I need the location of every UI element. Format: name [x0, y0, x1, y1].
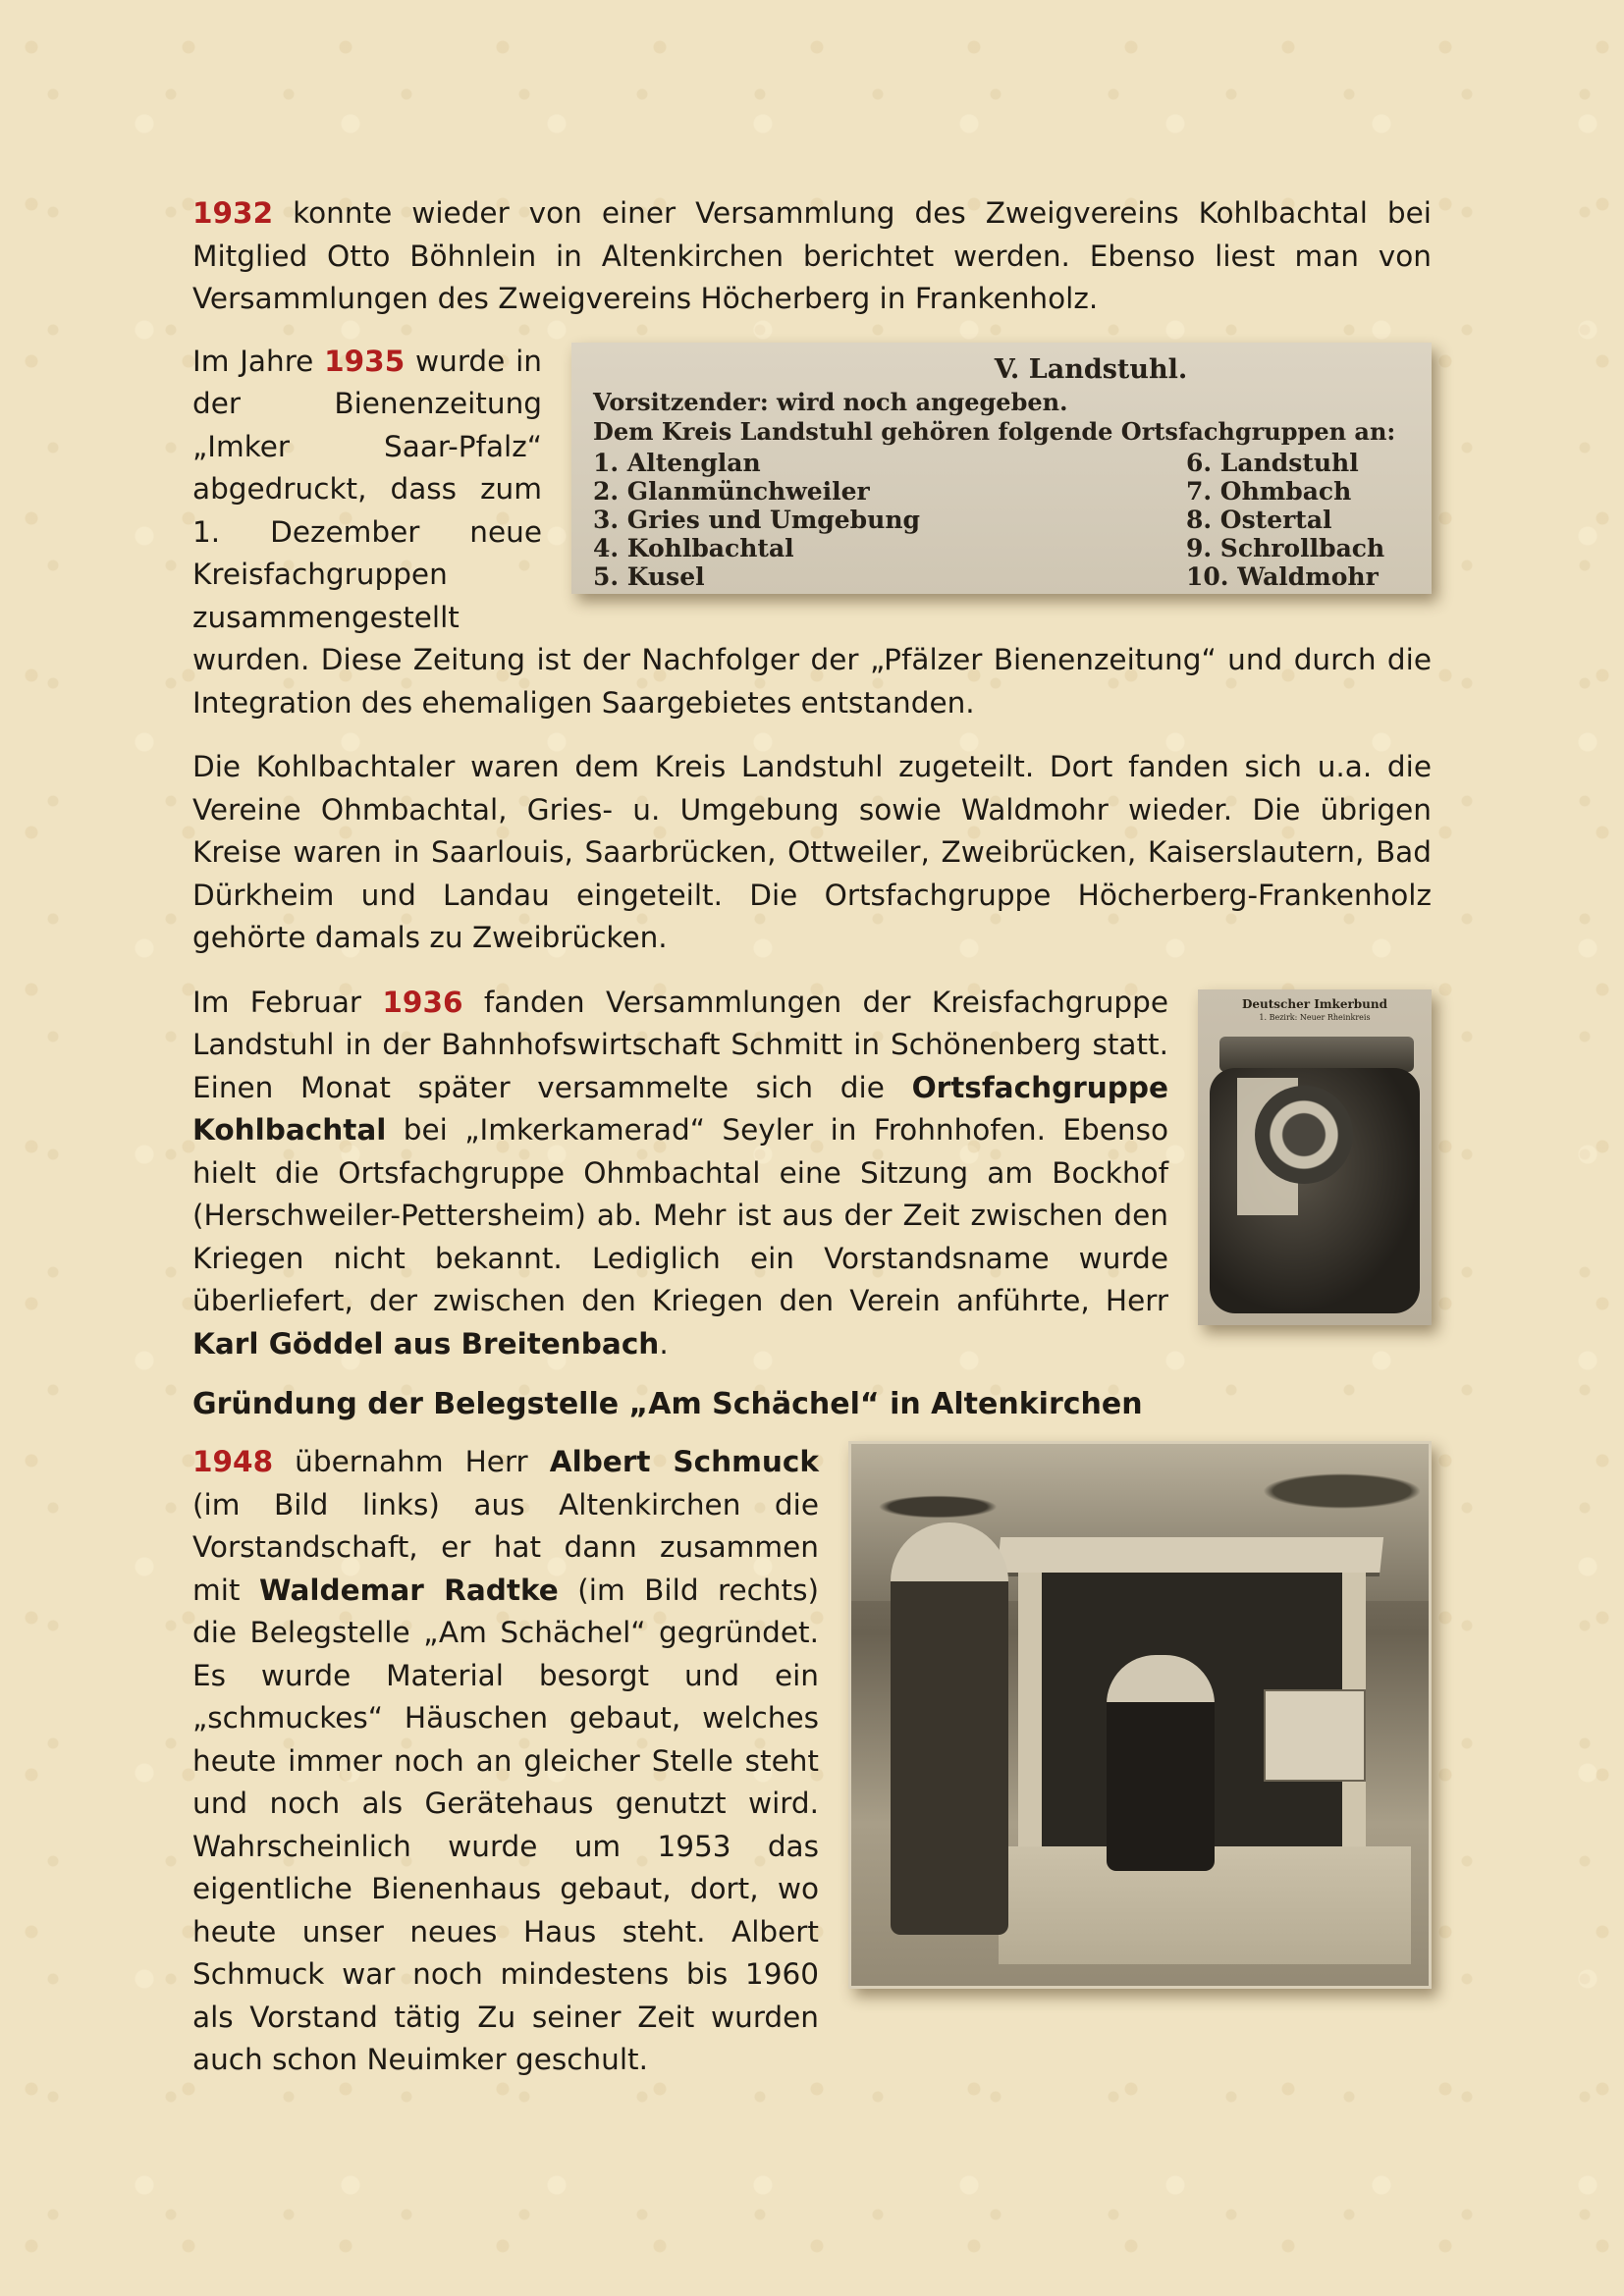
clipping-list-left — [593, 449, 920, 591]
jar-caption: Deutscher Imkerbund 1. Bezirk: Neuer Rheinkreis — [1241, 996, 1388, 1022]
paragraph-1948: 1948 übernahm Herr Albert Schmuck (im Bild links) aus Altenkirchen die Vorstandschaft, er hat dann zusammen mit Waldemar Radtke (im Bild rechts) die Belegstelle „Am Schächel“ gegründet. Es wurde Material besorgt und ein „schmuckes“ Häuschen gebaut, welches heute immer noch an gleicher Stelle steht und noch als Gerätehaus genutzt wird. Wahrscheinlich wurde um 1953 das eigentliche Bienenhaus gebaut, dort, wo heute unser neues Haus steht. Albert Schmuck war noch mindestens bis 1960 als Vorstand tätig Zu seiner Zeit wurden auch schon Neuimker geschult. — [192, 1445, 819, 2076]
newspaper-clipping-image — [571, 343, 1432, 594]
year-highlight: 1932 — [192, 196, 274, 230]
section-heading: Gründung der Belegstelle „Am Schächel“ in Altenkirchen — [192, 1387, 1143, 1421]
year-highlight: 1936 — [382, 985, 463, 1019]
text-column — [192, 192, 1432, 2082]
clipping-list-item: 7. Ohmbach — [1186, 476, 1352, 506]
clipping-list-right — [1186, 449, 1412, 591]
paragraph-kreise: Die Kohlbachtaler waren dem Kreis Landstuhl zugeteilt. Dort fanden sich u.a. die Vereine Ohmbachtal, Gries- u. Umgebung sowie Waldmohr wieder. Die übrigen Kreise waren in Saarlouis, Saarbrücken, Ottweiler, Zweibrücken, Kaiserslautern, Bad Dürkheim und Landau eingeteilt. Die Ortsfachgruppe Höcherberg-Frankenholz gehörte damals zu Zweibrücken. — [192, 750, 1432, 954]
jar-seal-icon — [1255, 1086, 1353, 1184]
photo-person-right — [1107, 1655, 1215, 1871]
clipping-line: Vorsitzender: wird noch angegeben. — [593, 387, 1068, 416]
bold-text: Albert Schmuck — [549, 1445, 819, 1478]
clipping-list-item: 1. Altenglan — [593, 448, 761, 477]
jar-lid — [1219, 1037, 1414, 1072]
photo-person-left — [891, 1522, 1008, 1935]
bold-text: Ortsfachgruppe Kohlbachtal — [192, 1070, 1168, 1147]
year-highlight: 1935 — [324, 344, 406, 378]
clipping-title: V. Landstuhl. — [994, 353, 1188, 385]
paragraph-1932 — [192, 192, 1432, 321]
clipping-list-item: 9. Schrollbach — [1186, 533, 1385, 562]
clipping-list — [593, 449, 1412, 591]
clipping-list-item: 6. Landstuhl — [1186, 448, 1359, 477]
historic-beehouse-photo — [848, 1441, 1432, 1989]
paragraph-text: Im Jahre — [192, 344, 325, 378]
bold-text: Waldemar Radtke — [258, 1573, 559, 1607]
clipping-list-item: 2. Glanmünchweiler — [593, 476, 870, 506]
clipping-list-item: 3. Gries und Umgebung — [593, 505, 920, 534]
clipping-list-item: 4. Kohlbachtal — [593, 533, 794, 562]
paragraph-text: konnte wieder von einer Versammlung des Zweigvereins Kohlbachtal bei Mitglied Otto Böhnlein in Altenkirchen berichtet werden. Ebenso liest man von Versammlungen des Zweigvereins Höcherberg in Frankenholz. — [192, 196, 1432, 315]
year-highlight: 1948 — [192, 1445, 274, 1478]
clipping-list-item: 5. Kusel — [593, 561, 705, 591]
honey-jar-photo — [1198, 989, 1432, 1325]
clipping-line: Dem Kreis Landstuhl gehören folgende Ortsfachgruppen an: — [593, 416, 1396, 446]
paragraph-text: wurde in der Bienenzeitung „Imker Saar-Pfalz“ abgedruckt, dass zum 1. Dezember neue Kreisfachgruppen zusammengestellt wurden. Diese Zeitung ist der Nachfolger der „Pfälzer Bienenzeitung“ und durch die Integration des ehemaligen Saargebietes entstanden. — [192, 344, 1432, 720]
clipping-list-item: 8. Ostertal — [1186, 505, 1332, 534]
paragraph-1936: Im Februar 1936 fanden Versammlungen der Kreisfachgruppe Landstuhl in der Bahnhofswirtschaft Schmitt in Schönenberg statt. Einen Monat später versammelte sich die Ortsfachgruppe Kohlbachtal bei „Imkerkamerad“ Seyler in Frohnhofen. Ebenso hielt die Ortsfachgruppe Ohmbachtal eine Sitzung am Bockhof (Herschweiler-Pettersheim) ab. Mehr ist aus der Zeit zwischen den Kriegen nicht bekannt. Lediglich ein Vorstandsname wurde überliefert, der zwischen den Kriegen den Verein anführte, Herr Karl Göddel aus Breitenbach. — [192, 985, 1168, 1361]
clipping-list-item: 10. Waldmohr — [1186, 561, 1379, 591]
bold-text: Karl Göddel aus Breitenbach — [192, 1326, 660, 1361]
photo-box — [1264, 1689, 1366, 1782]
photo-roof — [997, 1537, 1383, 1576]
